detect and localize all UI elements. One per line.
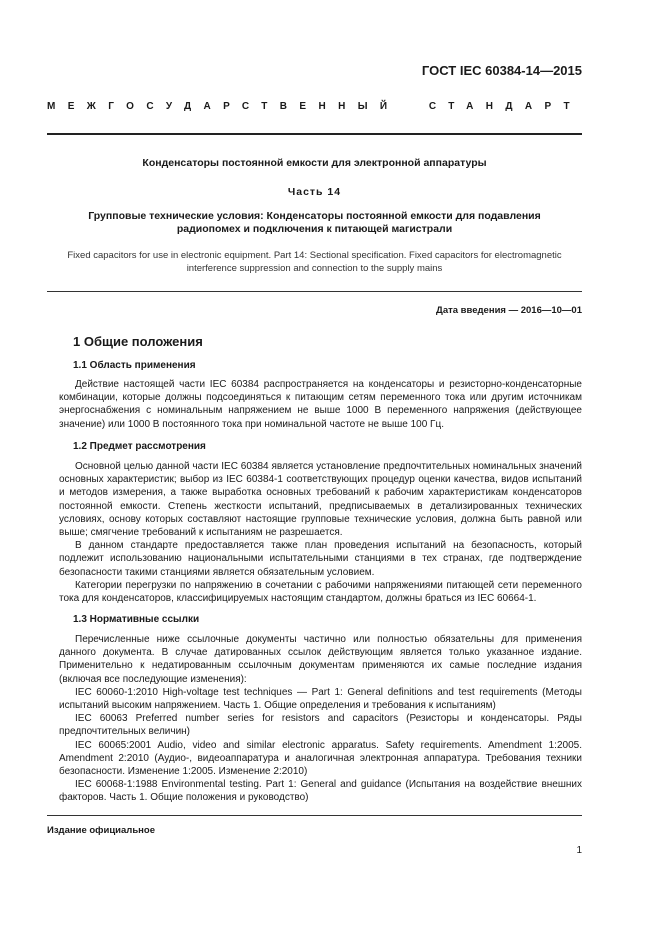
reference-iec-60065: IEC 60065:2001 Audio, video and similar electronic apparatus. Safety requirements. Amendment 1:2005. Amendment 2:2010 (Аудио-, видеоаппаратура и аналогичная электронная аппаратура. Требования техники безопасности. Изменение 1:2005. Изменение 2:2010)	[59, 739, 582, 778]
title-divider	[47, 291, 582, 292]
section-1-2-heading: 1.2 Предмет рассмотрения	[73, 441, 206, 452]
section-1-heading: 1 Общие положения	[73, 334, 203, 349]
section-1-3-paragraph-1: Перечисленные ниже ссылочные документы частично или полностью обязательны для применения данного документа. В случае датированных ссылок действующим является только указанное издание. Применительно к недатированным ссылочным документам применяются их самые последние издания (включая все последующие изменения):	[59, 634, 582, 685]
standard-type-line	[47, 101, 582, 112]
section-1-1-heading: 1.1 Область применения	[73, 360, 196, 371]
section-1-2-paragraph-1: Основной целью данной части IEC 60384 является установление предпочтительных номинальных значений основных характеристик; выбор из IEC 60384-1 соответствующих процедур оценки качества, видов испытаний и методов измерения, а также выработка основных требований к рабочим характеристикам конденсаторов постоянной емкости. Степень жесткости испытаний, предписываемых в детализированных технических условиях, основу которых составляют настоящие групповые технические условия, должна быть равной или выше; смягчение требований к испытаниям не разрешается.	[59, 461, 582, 539]
introduction-date: Дата введения — 2016—10—01	[436, 305, 582, 316]
footer-divider	[47, 815, 582, 816]
header-divider	[47, 133, 582, 135]
reference-iec-60063: IEC 60063 Preferred number series for resistors and capacitors (Резисторы и конденсаторы. Ряды предпочтительных величин)	[59, 713, 582, 738]
section-1-2-text	[59, 460, 582, 605]
english-title: Fixed capacitors for use in electronic equipment. Part 14: Sectional specification. Fixed capacitors for electromagnetic interference suppression and connection to the supply mains	[67, 250, 562, 274]
standard-type-word-2: СТАНДАРТ	[428, 101, 582, 112]
section-1-2-paragraph-3: Категории перегрузки по напряжению в сочетании с рабочими напряжениями питающей сети переменного тока для конденсаторов, классифицируемых настоящим стандартом, должны браться из IEC 60664-1.	[59, 579, 582, 605]
document-subtitle: Групповые технические условия: Конденсаторы постоянной емкости для подавления радиопомех и подключения к питающей магистрали	[88, 210, 541, 235]
part-number: Часть 14	[287, 186, 342, 198]
standard-type-word-1: МЕЖГОСУДАРСТВЕННЫЙ	[47, 101, 400, 112]
section-1-1-text	[59, 378, 582, 431]
section-1-1-paragraph: Действие настоящей части IEC 60384 распространяется на конденсаторы и резисторно-конденсаторные комбинации, которые должны подсоединяться к питающим сетям переменного тока или другим источникам энергоснабжения с номинальным напряжением не выше 1000 В переменного напряжения (действующее значение) или 1000 В постоянного тока при номинальной частоте не выше 100 Гц.	[59, 379, 582, 430]
section-1-3-heading: 1.3 Нормативные ссылки	[73, 614, 200, 625]
document-title: Конденсаторы постоянной емкости для электронной аппаратуры	[142, 157, 487, 169]
reference-iec-60060-1: IEC 60060-1:2010 High-voltage test techniques — Part 1: General definitions and test requirements (Методы испытаний высоким напряжением. Часть 1. Общие определения и требования к испытаниям)	[59, 686, 582, 712]
section-1-2-paragraph-2: В данном стандарте предоставляется также план проведения испытаний на безопасность, который подлежит использованию национальными испытательными станциями в тех странах, где подтверждение безопасности такими станциями является обязательным условием.	[59, 540, 582, 578]
reference-iec-60068-1: IEC 60068-1:1988 Environmental testing. Part 1: General and guidance (Испытания на воздействие внешних факторов. Часть 1. Общие положения и руководство)	[59, 779, 582, 804]
section-1-3-text	[59, 633, 582, 805]
official-edition-label: Издание официальное	[47, 825, 155, 836]
document-code: ГОСТ IEC 60384-14—2015	[421, 63, 582, 78]
page-number: 1	[576, 845, 582, 856]
